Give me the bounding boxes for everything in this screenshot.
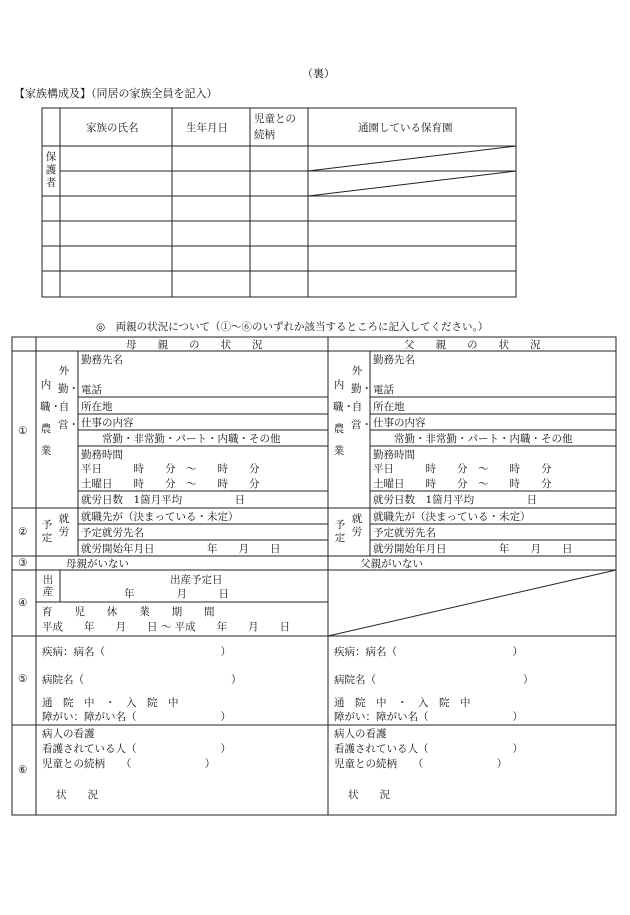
mother-absent: 母親がいない xyxy=(66,558,129,570)
mother-employment-types: 常勤・非常勤・パート・内職・その他 xyxy=(102,433,281,445)
birth-label: 出産 xyxy=(42,574,54,598)
row3-number: ③ xyxy=(18,557,28,569)
parents-section-note: ◎ 両親の状況について（①～⑥のいずれか該当するところに記入してください。） xyxy=(96,321,489,333)
row2-mother-label-a: 予定 xyxy=(41,519,53,544)
father-phone-label: 電話 xyxy=(373,384,394,396)
mother-care-patient: 看護されている人（ ） xyxy=(42,743,231,755)
childcare-leave-label: 育 児 休 業 期 間 xyxy=(42,606,215,618)
mother-illness: 疾病：病名（ ） xyxy=(42,646,231,658)
page-side-label: （裏） xyxy=(302,67,335,80)
mother-employer-decided: 就職先が（決まっている・未定） xyxy=(81,511,239,523)
col-header-relation-2: 続柄 xyxy=(254,129,275,141)
childcare-leave-period: 平成 年 月 日 ～ 平成 年 月 日 xyxy=(42,621,291,633)
father-header: 父 親 の 状 況 xyxy=(404,339,541,351)
col-header-name: 家族の氏名 xyxy=(86,122,139,134)
father-saturday-hours: 土曜日 時 分 ～ 時 分 xyxy=(373,478,552,490)
row1-father-label-b: 外勤・自営・ xyxy=(351,365,372,431)
father-care-situation: 状 況 xyxy=(348,789,390,801)
father-hospital: 病院名（ ） xyxy=(334,674,534,686)
father-weekday-hours: 平日 時 分 ～ 時 分 xyxy=(373,463,552,475)
father-hospital-status: 通 院 中 ・ 入 院 中 xyxy=(334,697,471,709)
due-date-value: 年 月 日 xyxy=(124,588,229,600)
row1-mother-label-a: 内職・農業 xyxy=(40,379,61,457)
mother-job-label: 仕事の内容 xyxy=(81,417,134,429)
row2-father-label-a: 予定 xyxy=(334,519,346,544)
father-absent: 父親がいない xyxy=(360,558,423,570)
mother-work-days: 就労日数 1箇月平均 日 xyxy=(81,494,246,506)
mother-start-date: 就労開始年月日 年 月 日 xyxy=(81,543,281,555)
row1-mother-label-b: 外勤・自営・ xyxy=(58,365,79,431)
father-address-label: 所在地 xyxy=(373,401,405,413)
mother-care-situation: 状 況 xyxy=(56,789,98,801)
guardian-label: 保護者 xyxy=(45,151,57,189)
mother-hospital-status: 通 院 中 ・ 入 院 中 xyxy=(42,697,179,709)
mother-care-label: 病人の看護 xyxy=(42,728,95,740)
mother-saturday-hours: 土曜日 時 分 ～ 時 分 xyxy=(81,478,260,490)
father-employer-decided: 就職先が（決まっている・未定） xyxy=(373,511,531,523)
father-employment-types: 常勤・非常勤・パート・内職・その他 xyxy=(394,433,573,445)
mother-planned-employer: 予定就労先名 xyxy=(81,527,144,539)
due-date-label: 出産予定日 xyxy=(170,574,223,586)
father-work-days: 就労日数 1箇月平均 日 xyxy=(373,494,538,506)
father-care-patient: 看護されている人（ ） xyxy=(334,743,523,755)
family-section-heading: 【家族構成及】（同居の家族全員を記入） xyxy=(14,87,218,100)
col-header-nursery: 通園している保育園 xyxy=(358,122,453,134)
col-header-dob: 生年月日 xyxy=(186,122,228,134)
mother-care-relation: 児童との続柄 （ ） xyxy=(42,758,216,770)
father-care-relation: 児童との続柄 （ ） xyxy=(334,758,508,770)
father-start-date: 就労開始年月日 年 月 日 xyxy=(373,543,573,555)
father-care-label: 病人の看護 xyxy=(334,728,387,740)
mother-weekday-hours: 平日 時 分 ～ 時 分 xyxy=(81,463,260,475)
col-header-relation-1: 児童との xyxy=(254,113,296,125)
row1-number: ① xyxy=(18,425,28,437)
row4-number: ④ xyxy=(18,597,28,609)
father-illness: 疾病：病名（ ） xyxy=(334,646,523,658)
row5-number: ⑤ xyxy=(18,673,28,685)
row6-number: ⑥ xyxy=(18,764,28,776)
row2-number: ② xyxy=(18,526,28,538)
mother-hospital: 病院名（ ） xyxy=(42,674,242,686)
row1-father-label-a: 内職・農業 xyxy=(333,379,354,457)
father-hours-label: 勤務時間 xyxy=(373,449,415,461)
father-employer-label: 勤務先名 xyxy=(373,354,415,366)
father-disability: 障がい：障がい名（ ） xyxy=(334,711,523,723)
father-planned-employer: 予定就労先名 xyxy=(373,527,436,539)
mother-employer-label: 勤務先名 xyxy=(81,354,123,366)
mother-disability: 障がい：障がい名（ ） xyxy=(42,711,231,723)
row2-mother-label-b: 就労 xyxy=(58,513,70,538)
mother-header: 母 親 の 状 況 xyxy=(126,339,263,351)
row2-father-label-b: 就労 xyxy=(351,513,363,538)
mother-address-label: 所在地 xyxy=(81,401,113,413)
mother-hours-label: 勤務時間 xyxy=(81,449,123,461)
mother-phone-label: 電話 xyxy=(81,384,102,396)
father-job-label: 仕事の内容 xyxy=(373,417,426,429)
